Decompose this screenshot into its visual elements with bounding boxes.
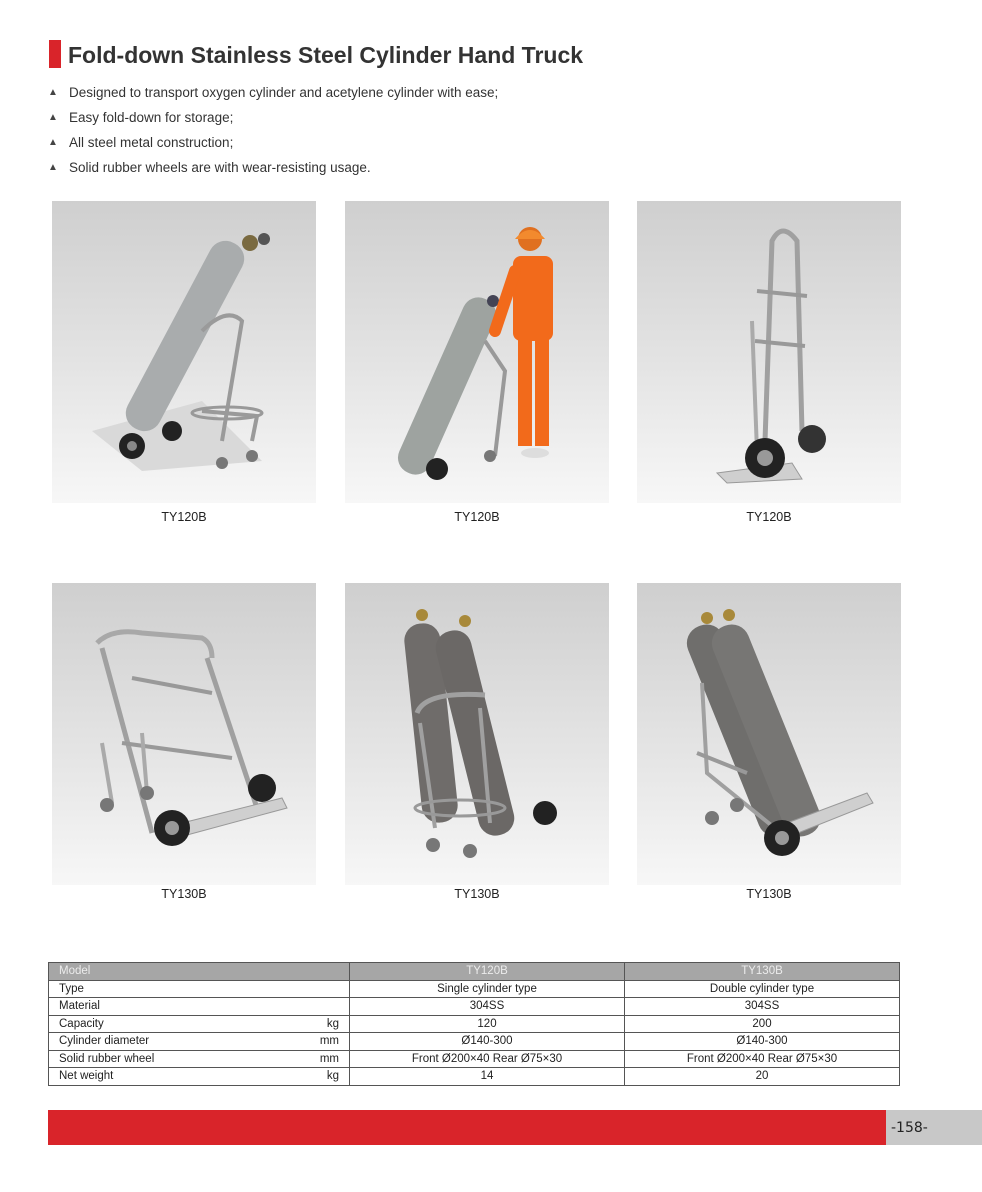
cell-ty120b: Front Ø200×40 Rear Ø75×30 bbox=[350, 1050, 625, 1068]
table-row bbox=[49, 1068, 900, 1086]
spec-table-header bbox=[49, 963, 900, 981]
photo-caption: TY130B bbox=[746, 887, 792, 901]
table-row bbox=[49, 1015, 900, 1033]
row-label: Net weight bbox=[59, 1070, 114, 1083]
cell-ty120b: 120 bbox=[350, 1015, 625, 1033]
page-number: -158- bbox=[891, 1120, 928, 1136]
header-model: Model bbox=[49, 963, 350, 981]
product-photo-ty130b-empty bbox=[52, 583, 316, 885]
spec-table bbox=[48, 962, 900, 1086]
triangle-bullet-icon: ▲ bbox=[48, 162, 58, 173]
header-ty130b: TY130B bbox=[625, 963, 900, 981]
photo-caption: TY130B bbox=[161, 887, 207, 901]
triangle-bullet-icon: ▲ bbox=[48, 87, 58, 98]
cell-ty130b: Double cylinder type bbox=[625, 980, 900, 998]
photo-caption: TY120B bbox=[746, 510, 792, 524]
triangle-bullet-icon: ▲ bbox=[48, 112, 58, 123]
row-label: Type bbox=[59, 982, 84, 995]
feature-list bbox=[48, 84, 498, 184]
row-unit: mm bbox=[319, 1035, 339, 1048]
cell-ty120b: 14 bbox=[350, 1068, 625, 1086]
product-photo-ty120b-upright bbox=[637, 201, 901, 503]
table-row bbox=[49, 1050, 900, 1068]
row-unit: mm bbox=[319, 1052, 339, 1065]
table-row bbox=[49, 1033, 900, 1051]
product-photo-ty130b-loaded-side bbox=[637, 583, 901, 885]
product-photo-ty120b-in-use bbox=[345, 201, 609, 503]
photo-caption: TY120B bbox=[454, 510, 500, 524]
cell-ty130b: 200 bbox=[625, 1015, 900, 1033]
cell-ty120b: 304SS bbox=[350, 998, 625, 1016]
feature-item: ▲ All steel metal construction; bbox=[48, 135, 234, 150]
photo-caption: TY130B bbox=[454, 887, 500, 901]
row-label: Cylinder diameter bbox=[59, 1035, 150, 1048]
cell-ty130b: 20 bbox=[625, 1068, 900, 1086]
row-label: Solid rubber wheel bbox=[59, 1052, 155, 1065]
header-ty120b: TY120B bbox=[350, 963, 625, 981]
triangle-bullet-icon: ▲ bbox=[48, 137, 58, 148]
feature-item: ▲ Solid rubber wheels are with wear-resisting usage. bbox=[48, 160, 371, 175]
feature-item: ▲ Designed to transport oxygen cylinder and acetylene cylinder with ease; bbox=[48, 85, 499, 100]
cell-ty120b: Ø140-300 bbox=[350, 1033, 625, 1051]
footer-red-band bbox=[48, 1110, 886, 1145]
cell-ty130b: Ø140-300 bbox=[625, 1033, 900, 1051]
row-label: Capacity bbox=[59, 1017, 104, 1030]
page-title: Fold-down Stainless Steel Cylinder Hand Truck bbox=[68, 42, 584, 68]
title-accent-bar bbox=[49, 40, 61, 68]
table-row bbox=[49, 998, 900, 1016]
row-unit: kg bbox=[326, 1070, 339, 1083]
photo-caption: TY120B bbox=[161, 510, 207, 524]
cell-ty130b: Front Ø200×40 Rear Ø75×30 bbox=[625, 1050, 900, 1068]
product-photo-ty130b-loaded-front bbox=[345, 583, 609, 885]
product-photo-ty120b-tilted bbox=[52, 201, 316, 503]
row-unit: kg bbox=[326, 1017, 339, 1030]
table-row bbox=[49, 980, 900, 998]
row-label: Material bbox=[59, 1000, 100, 1013]
cell-ty130b: 304SS bbox=[625, 998, 900, 1016]
feature-item: ▲ Easy fold-down for storage; bbox=[48, 110, 234, 125]
cell-ty120b: Single cylinder type bbox=[350, 980, 625, 998]
